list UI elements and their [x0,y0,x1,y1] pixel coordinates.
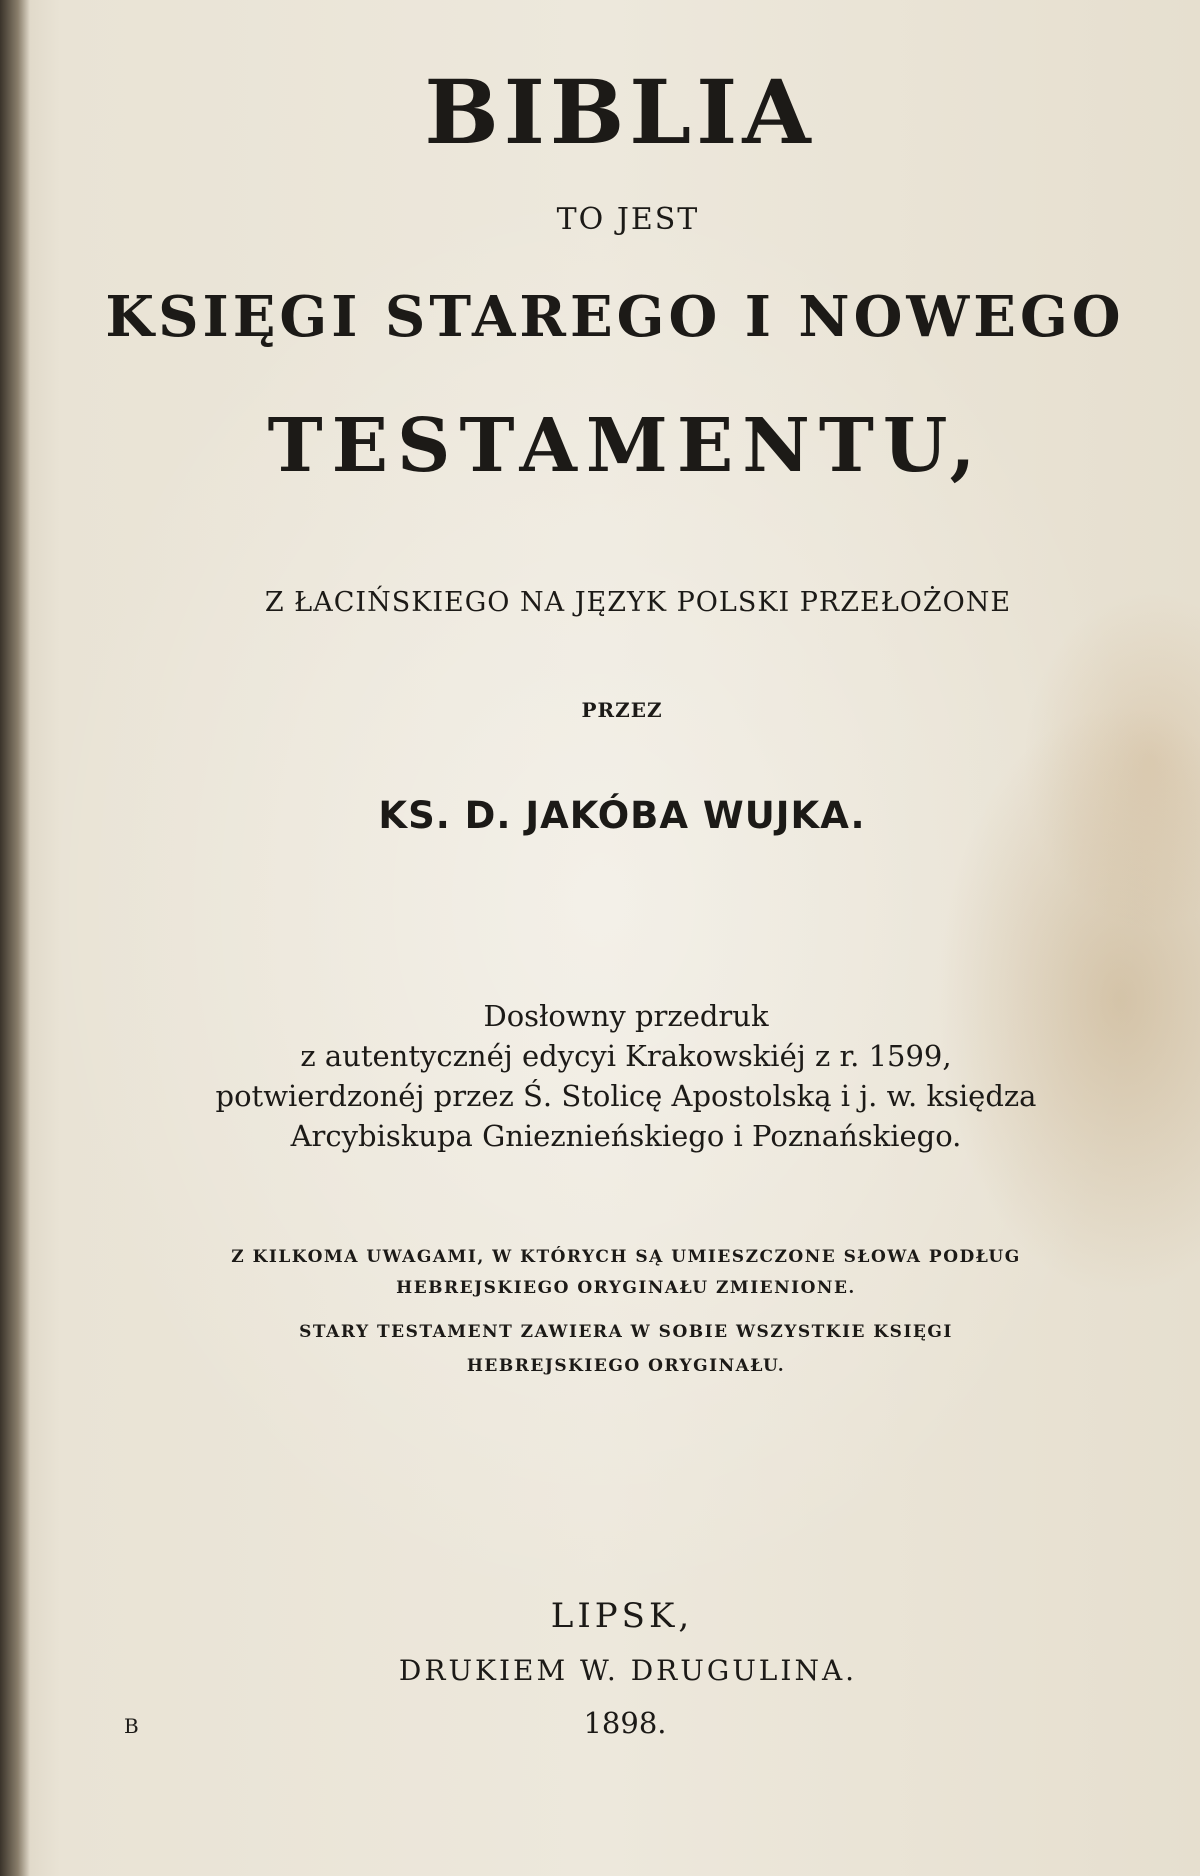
subtitle-connector: TO JEST [556,202,700,237]
imprint-year: 1898. [583,1706,667,1740]
note-line: HEBREJSKIEGO ORYGINAŁU ZMIENIONE. [396,1278,856,1298]
description-line: z autentycznéj edycyi Krakowskiéj z r. 1599, [300,1039,952,1073]
translation-note: Z ŁACIŃSKIEGO NA JĘZYK POLSKI PRZEŁOŻONE [264,587,1012,618]
signature-mark: B [124,1714,139,1738]
book-title: BIBLIA [424,60,816,164]
by-label: PRZEZ [581,698,663,722]
author-name: KS. D. JAKÓBA WUJKA. [378,794,866,837]
title-line-2: KSIĘGI STAREGO I NOWEGO [105,284,1125,350]
note-line: STARY TESTAMENT ZAWIERA W SOBIE WSZYSTKIE KSIĘGI [299,1322,953,1342]
title-line-3: TESTAMENTU, [267,403,985,489]
description-line: Arcybiskupa Gnieznieńskiego i Poznańskiego. [290,1119,962,1153]
note-line: HEBREJSKIEGO ORYGINAŁU. [466,1356,786,1376]
description-line: Dosłowny przedruk [483,999,769,1033]
description-line: potwierdzonéj przez Ś. Stolicę Apostolską i j. w. księdza [215,1079,1037,1113]
note-line: Z KILKOMA UWAGAMI, W KTÓRYCH SĄ UMIESZCZONE SŁOWA PODŁUG [231,1247,1021,1267]
imprint-city: LIPSK, [550,1596,694,1636]
imprint-printer: DRUKIEM W. DRUGULINA. [398,1654,858,1687]
